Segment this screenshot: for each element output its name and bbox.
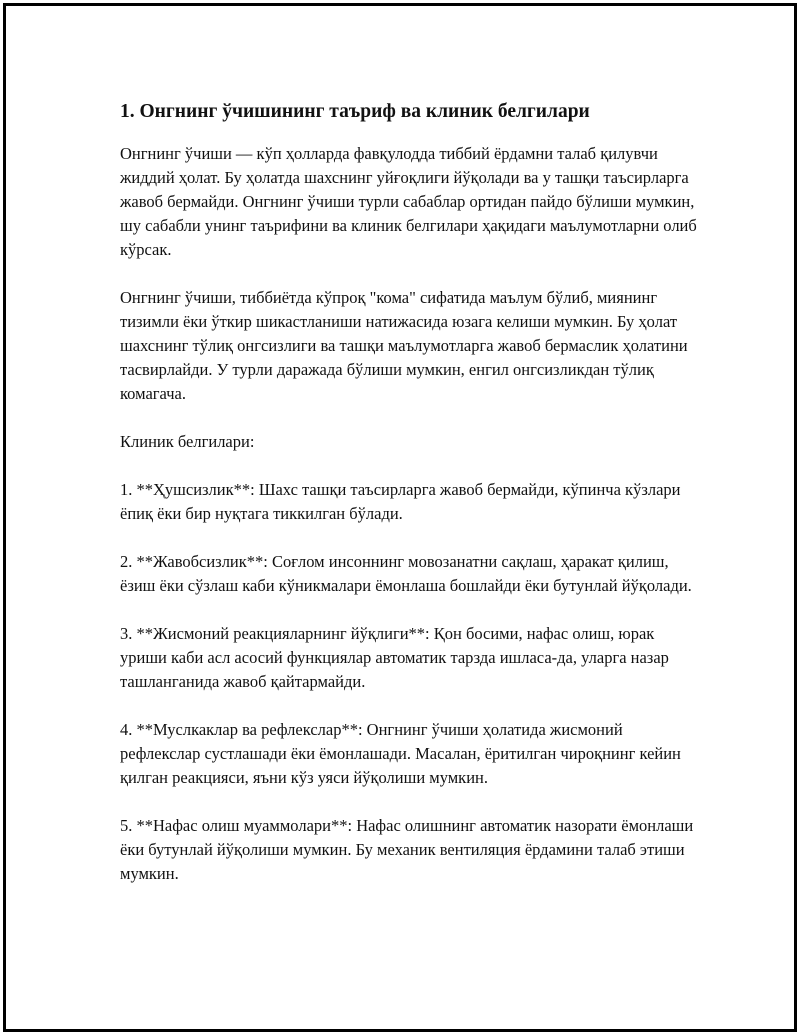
paragraph-coma-definition: Онгнинг ўчиши, тиббиётда кўпроқ "кома" сифатида маълум бўлиб, миянинг тизимли ёки ўткир шикастланиши натижасида юзага келиши мумкин. Бу ҳолат шахснинг тўлиқ онгсизлиги ва ташқи маълумотларга жавоб бермаслик ҳолатини тасвирлайди. У турли даражада бўлиши мумкин, енгил онгсизликдан тўлиқ комагача. (120, 288, 688, 403)
list-item-breathing-problems: 5. **Нафас олиш муаммолари**: Нафас олишнинг автоматик назорати ёмонлаши ёки бутунлай йўқолиши мумкин. Бу механик вентиляция ёрдамини талаб этиши мумкин. (120, 816, 694, 883)
list-item-unresponsiveness: 2. **Жавобсизлик**: Соғлом инсоннинг мовозанатни сақлаш, ҳаракат қилиш, ёзиш ёки сўзлаш каби кўникмалари ёмонлаша бошлайди ёки бутунлай йўқолади. (120, 552, 692, 595)
page-frame (3, 3, 797, 1032)
list-item-reflexes: 4. **Муслкаклар ва рефлекслар**: Онгнинг ўчиши ҳолатида жисмоний рефлекслар сустлашади ёки ёмонлашади. Масалан, ёритилган чироқнинг кейин қилган реакцияси, яъни кўз уяси йўқолиши мумкин. (120, 720, 681, 787)
document-heading: 1. Онгнинг ўчишининг таъриф ва клиник белгилари (120, 101, 590, 122)
list-item-physical-reactions: 3. **Жисмоний реакцияларнинг йўқлиги**: Қон босими, нафас олиш, юрак уриши каби асл асосий функциялар автоматик тарзда ишласа-да, уларга назар ташланганида жавоб қайтармайди. (120, 624, 669, 691)
document-body (120, 98, 700, 910)
paragraph-intro: Онгнинг ўчиши — кўп ҳолларда фавқулодда тиббий ёрдамни талаб қилувчи жиддий ҳолат. Бу ҳолатда шахснинг уйғоқлиги йўқолади ва у ташқи таъсирларга жавоб бермайди. Онгнинг ўчиши турли сабаблар ортидан пайдо бўлиши мумкин, шу сабабли унинг таърифини ва клиник белгилари ҳақидаги маълумотларни олиб кўрсак. (120, 144, 697, 259)
list-item-unconsciousness: 1. **Ҳушсизлик**: Шахс ташқи таъсирларга жавоб бермайди, кўпинча кўзлари ёпиқ ёки бир нуқтага тиккилган бўлади. (120, 480, 681, 523)
paragraph-clinical-signs-heading: Клиник белгилари: (120, 432, 255, 451)
